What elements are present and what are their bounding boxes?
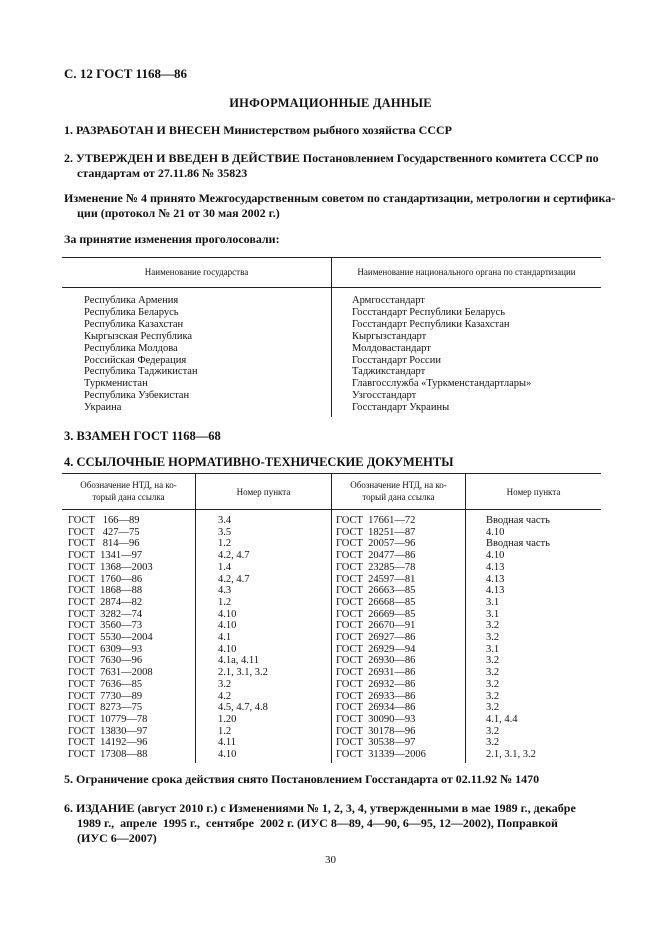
reference-item: 2.1, 3.1, 3.2 bbox=[486, 749, 536, 761]
item-2-line-1: 2. УТВЕРЖДЕН И ВВЕДЕН В ДЕЙСТВИЕ Постановлением Государственного комитета СССР по bbox=[64, 151, 599, 165]
reference-doc: ГОСТ 26927—86 bbox=[336, 632, 416, 644]
header-body: Наименование национального органа по стандартизации bbox=[357, 267, 576, 277]
reference-doc: ГОСТ 17308—88 bbox=[68, 749, 148, 761]
table-divider bbox=[331, 257, 332, 417]
reference-doc: ГОСТ 26930—86 bbox=[336, 655, 416, 667]
reference-doc: ГОСТ 26933—86 bbox=[336, 690, 416, 702]
standards-body-name: Армгосстандарт bbox=[352, 295, 425, 306]
left-items-column bbox=[218, 515, 268, 761]
reference-item: 3.2 bbox=[486, 678, 500, 690]
standards-body-name: Таджикстандарт bbox=[352, 366, 426, 378]
reference-doc: ГОСТ 6309—93 bbox=[68, 643, 143, 655]
item-3: 3. ВЗАМЕН ГОСТ 1168—68 bbox=[64, 429, 221, 443]
reference-item: Вводная часть bbox=[486, 515, 550, 526]
item-2 bbox=[64, 151, 604, 181]
reference-item: 3.2 bbox=[486, 620, 500, 632]
reference-item: 4.10 bbox=[218, 608, 237, 620]
header-doc-line-1: Обозначение НТД, на ко- bbox=[80, 480, 177, 490]
reference-item: 4.1 bbox=[218, 632, 232, 644]
change-note bbox=[64, 191, 616, 221]
reference-item: 4.11 bbox=[218, 737, 236, 749]
reference-doc: ГОСТ 26668—85 bbox=[336, 596, 416, 608]
voted-label: За принятие изменения проголосовали: bbox=[64, 232, 280, 246]
reference-doc: ГОСТ 1368—2003 bbox=[68, 561, 153, 573]
reference-item: 3.1 bbox=[486, 608, 500, 620]
reference-item: 3.2 bbox=[486, 702, 500, 714]
reference-item: 4.5, 4.7, 4.8 bbox=[218, 702, 268, 714]
reference-item: 3.2 bbox=[486, 725, 500, 737]
reference-item: 4.13 bbox=[486, 585, 505, 597]
reference-doc: ГОСТ 26932—86 bbox=[336, 678, 416, 690]
reference-item: 4.10 bbox=[218, 643, 237, 655]
state-name: Кыргызская Республика bbox=[84, 330, 193, 342]
state-name: Республика Армения bbox=[84, 295, 179, 306]
reference-doc: ГОСТ 3282—74 bbox=[68, 608, 143, 620]
reference-item: 3.2 bbox=[486, 667, 500, 679]
state-name: Республика Молдова bbox=[84, 342, 178, 354]
header-item-right: Номер пункта bbox=[506, 487, 561, 497]
reference-doc: ГОСТ 26663—85 bbox=[336, 585, 416, 597]
state-name: Республика Беларусь bbox=[84, 306, 179, 318]
reference-doc: ГОСТ 7730—89 bbox=[68, 690, 143, 702]
section-title: ИНФОРМАЦИОННЫЕ ДАННЫЕ bbox=[229, 96, 432, 110]
right-items-column bbox=[486, 515, 550, 761]
header-doc-line-1: Обозначение НТД, на ко- bbox=[350, 480, 447, 490]
reference-doc: ГОСТ 24597—81 bbox=[336, 573, 416, 585]
item-4: 4. ССЫЛОЧНЫЕ НОРМАТИВНО-ТЕХНИЧЕСКИЕ ДОКУМЕНТЫ bbox=[64, 455, 454, 469]
reference-doc: ГОСТ 427—75 bbox=[68, 526, 140, 538]
reference-item: 4.10 bbox=[218, 749, 237, 761]
reference-item: 4.1a, 4.11 bbox=[218, 655, 260, 667]
reference-item: 1.2 bbox=[218, 538, 232, 550]
reference-item: 3.5 bbox=[218, 526, 232, 538]
reference-doc: ГОСТ 18251—87 bbox=[336, 526, 416, 538]
reference-doc: ГОСТ 26929—94 bbox=[336, 643, 416, 655]
reference-item: 3.1 bbox=[486, 643, 500, 655]
item-2-line-2: стандартам от 27.11.86 № 35823 bbox=[77, 166, 248, 180]
header-state: Наименование государства bbox=[144, 267, 249, 277]
item-6-line-2: 1989 г., апреле 1995 г., сентябре 2002 г. (ИУС 8—89, 4—90, 6—95, 12—2002), Поправкой bbox=[77, 816, 558, 830]
item-5: 5. Ограничение срока действия снято Постановлением Госстандарта от 02.11.92 № 1470 bbox=[64, 772, 540, 786]
standards-body-name: Кыргызстандарт bbox=[352, 330, 427, 342]
reference-doc: ГОСТ 166—89 bbox=[68, 515, 140, 526]
reference-doc: ГОСТ 2874—82 bbox=[68, 596, 143, 608]
reference-item: 4.10 bbox=[218, 620, 237, 632]
left-docs-column bbox=[68, 515, 153, 761]
item-1: 1. РАЗРАБОТАН И ВНЕСЕН Министерством рыбного хозяйства СССР bbox=[64, 123, 452, 137]
reference-doc: ГОСТ 814—96 bbox=[68, 538, 140, 550]
voting-table bbox=[62, 257, 601, 417]
reference-doc: ГОСТ 5530—2004 bbox=[68, 632, 153, 644]
header-doc-line-2: торый дана ссылка bbox=[92, 492, 165, 502]
reference-doc: ГОСТ 13830—97 bbox=[68, 725, 148, 737]
state-name: Республика Узбекистан bbox=[84, 390, 190, 402]
reference-item: 1.4 bbox=[218, 561, 232, 573]
reference-doc: ГОСТ 1760—86 bbox=[68, 573, 143, 585]
reference-item: 4.1, 4.4 bbox=[486, 713, 518, 725]
header-doc-left bbox=[62, 479, 195, 503]
reference-doc: ГОСТ 17661—72 bbox=[336, 515, 416, 526]
table-divider bbox=[331, 473, 332, 763]
reference-item: 2.1, 3.1, 3.2 bbox=[218, 667, 268, 679]
reference-doc: ГОСТ 26669—85 bbox=[336, 608, 416, 620]
reference-doc: ГОСТ 26934—86 bbox=[336, 702, 416, 714]
header-doc-line-2: торый дана ссылка bbox=[362, 492, 435, 502]
item-6-line-3: (ИУС 6—2007) bbox=[77, 831, 157, 845]
reference-doc: ГОСТ 26931—86 bbox=[336, 667, 416, 679]
reference-doc: ГОСТ 10779—78 bbox=[68, 713, 148, 725]
header-item-left: Номер пункта bbox=[236, 487, 291, 497]
reference-item: 3.4 bbox=[218, 515, 232, 526]
state-name: Республика Таджикистан bbox=[84, 366, 198, 378]
right-docs-column bbox=[336, 515, 426, 761]
standards-body-name: Узгосстандарт bbox=[352, 390, 417, 402]
reference-item: 3.2 bbox=[486, 737, 500, 749]
reference-item: 1.20 bbox=[218, 713, 237, 725]
reference-item: 4.13 bbox=[486, 561, 505, 573]
reference-item: 4.3 bbox=[218, 585, 232, 597]
reference-item: 3.2 bbox=[486, 655, 500, 667]
bodies-column bbox=[352, 295, 531, 414]
reference-doc: ГОСТ 1341—97 bbox=[68, 550, 143, 562]
standards-body-name: Молдовастандарт bbox=[352, 342, 431, 354]
reference-doc: ГОСТ 20057—96 bbox=[336, 538, 416, 550]
reference-item: 4.2, 4.7 bbox=[218, 550, 250, 562]
reference-doc: ГОСТ 7630—96 bbox=[68, 655, 143, 667]
item-6 bbox=[64, 801, 604, 846]
page-number: 30 bbox=[325, 854, 336, 866]
reference-item: Вводная часть bbox=[486, 538, 550, 550]
state-name: Украина bbox=[84, 402, 122, 414]
reference-item: 3.2 bbox=[486, 632, 500, 644]
page-header: С. 12 ГОСТ 1168—86 bbox=[64, 66, 187, 81]
item-6-line-1: 6. ИЗДАНИЕ (август 2010 г.) с Изменениями № 1, 2, 3, 4, утвержденными в мае 1989 г., декабре bbox=[64, 801, 576, 815]
reference-doc: ГОСТ 8273—75 bbox=[68, 702, 143, 714]
reference-item: 3.1 bbox=[486, 596, 500, 608]
reference-item: 4.2, 4.7 bbox=[218, 573, 250, 585]
reference-table bbox=[62, 473, 601, 763]
reference-doc: ГОСТ 26670—91 bbox=[336, 620, 416, 632]
change-note-line-1: Изменение № 4 принято Межгосударственным советом по стандартизации, метрологии и сертифика- bbox=[64, 191, 616, 205]
reference-item: 3.2 bbox=[218, 678, 232, 690]
standards-body-name: Госстандарт Республики Казахстан bbox=[352, 318, 510, 330]
reference-doc: ГОСТ 23285—78 bbox=[336, 561, 416, 573]
reference-doc: ГОСТ 31339—2006 bbox=[336, 749, 426, 761]
reference-doc: ГОСТ 3560—73 bbox=[68, 620, 143, 632]
standards-body-name: Госстандарт Республики Беларусь bbox=[352, 306, 506, 318]
reference-doc: ГОСТ 7636—85 bbox=[68, 678, 143, 690]
change-note-line-2: ции (протокол № 21 от 30 мая 2002 г.) bbox=[77, 206, 280, 220]
standards-body-name: Главгосслужба «Туркменстандартлары» bbox=[352, 378, 532, 390]
reference-doc: ГОСТ 1868—88 bbox=[68, 585, 143, 597]
reference-doc: ГОСТ 7631—2008 bbox=[68, 667, 153, 679]
state-name: Республика Казахстан bbox=[84, 318, 184, 330]
reference-doc: ГОСТ 30178—96 bbox=[336, 725, 416, 737]
state-name: Российская Федерация bbox=[84, 354, 187, 366]
reference-item: 1.2 bbox=[218, 725, 232, 737]
standards-body-name: Госстандарт Украины bbox=[352, 402, 450, 414]
reference-item: 1.2 bbox=[218, 596, 232, 608]
reference-item: 4.10 bbox=[486, 526, 505, 538]
standards-body-name: Госстандарт России bbox=[352, 354, 441, 366]
reference-doc: ГОСТ 30090—93 bbox=[336, 713, 416, 725]
reference-item: 4.2 bbox=[218, 690, 232, 702]
states-column bbox=[84, 295, 198, 414]
reference-doc: ГОСТ 14192—96 bbox=[68, 737, 148, 749]
reference-doc: ГОСТ 20477—86 bbox=[336, 550, 416, 562]
reference-doc: ГОСТ 30538—97 bbox=[336, 737, 416, 749]
state-name: Туркменистан bbox=[84, 378, 148, 390]
reference-item: 4.10 bbox=[486, 550, 505, 562]
table-divider bbox=[465, 473, 466, 763]
reference-item: 4.13 bbox=[486, 573, 505, 585]
table-divider bbox=[195, 473, 196, 763]
reference-item: 3.2 bbox=[486, 690, 500, 702]
header-doc-right bbox=[332, 479, 465, 503]
